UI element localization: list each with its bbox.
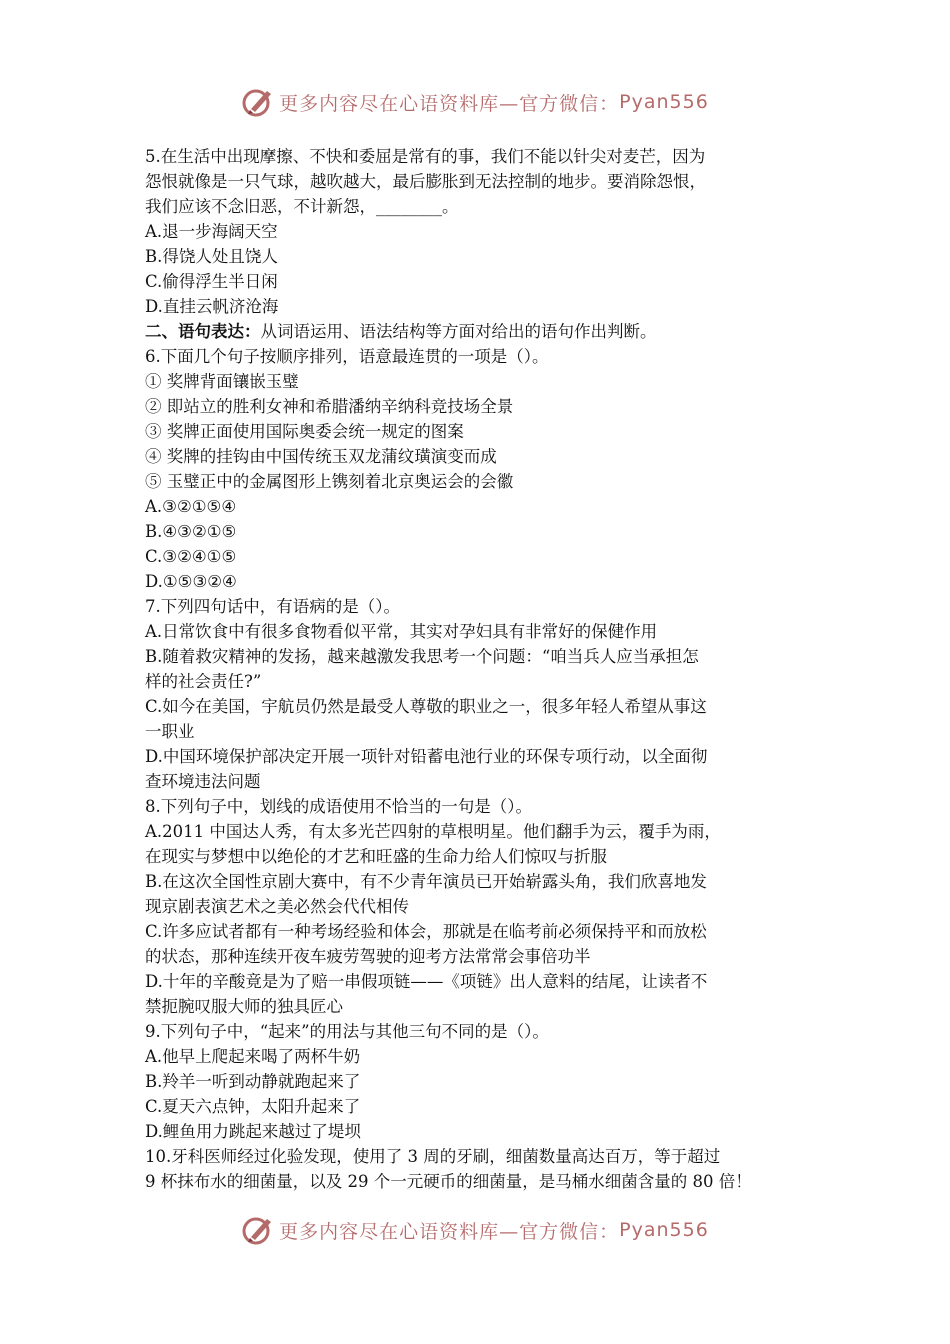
q9-option: D.鲤鱼用力跳起来越过了堤坝 bbox=[145, 1122, 361, 1141]
section-description: 从词语运用、语法结构等方面对给出的语句作出判断。 bbox=[260, 322, 657, 341]
footer-text: 更多内容尽在心语资料库—官方微信： bbox=[279, 1220, 620, 1243]
pen-logo-icon bbox=[241, 1213, 275, 1247]
q8-line: 现京剧表演艺术之美必然会代代相传 bbox=[145, 897, 409, 916]
q6-stem: 6.下面几个句子按顺序排列，语意最连贯的一项是（）。 bbox=[145, 347, 549, 366]
q5-option: A.退一步海阔天空 bbox=[145, 222, 278, 241]
q6-item: ④ 奖牌的挂钩由中国传统玉双龙蒲纹璜演变而成 bbox=[145, 447, 497, 466]
q8-line: A.2011 中国达人秀，有太多光芒四射的草根明星。他们翻手为云，覆手为雨， bbox=[145, 822, 721, 841]
q8-line: C.许多应试者都有一种考场经验和体会，那就是在临考前必须保持平和而放松 bbox=[145, 922, 707, 941]
q5-line: 5.在生活中出现摩擦、不快和委屈是常有的事，我们不能以针尖对麦芒，因为 bbox=[145, 147, 706, 166]
q5-option: D.直挂云帆济沧海 bbox=[145, 297, 279, 316]
q8-line: B.在这次全国性京剧大赛中，有不少青年演员已开始崭露头角，我们欣喜地发 bbox=[145, 872, 707, 891]
q6-option: B.④③②①⑤ bbox=[145, 522, 237, 541]
header-wechat-id: Pyan556 bbox=[619, 91, 709, 113]
header-text: 更多内容尽在心语资料库—官方微信： bbox=[279, 92, 620, 115]
q5-line: 我们应该不念旧恶，不计新怨，________。 bbox=[145, 197, 459, 216]
q7-line: 样的社会责任?” bbox=[145, 672, 262, 691]
q6-item: ② 即站立的胜利女神和希腊潘纳辛纳科竞技场全景 bbox=[145, 397, 514, 416]
q7-line: 一职业 bbox=[145, 722, 195, 741]
document-body bbox=[145, 144, 815, 1194]
q7-line: D.中国环境保护部决定开展一项针对铅蓄电池行业的环保专项行动，以全面彻 bbox=[145, 747, 708, 766]
q7-line: C.如今在美国，宇航员仍然是最受人尊敬的职业之一，很多年轻人希望从事这 bbox=[145, 697, 707, 716]
footer-banner bbox=[0, 1210, 950, 1250]
q9-option: A.他早上爬起来喝了两杯牛奶 bbox=[145, 1047, 361, 1066]
q10-line: 10.牙科医师经过化验发现，使用了 3 周的牙刷，细菌数量高达百万，等于超过 bbox=[145, 1147, 721, 1166]
q8-line: D.十年的辛酸竟是为了赔一串假项链——《项链》出人意料的结尾，让读者不 bbox=[145, 972, 708, 991]
q5-option: C.偷得浮生半日闲 bbox=[145, 272, 278, 291]
section-title: 二、语句表达： bbox=[145, 322, 261, 341]
q6-option: D.①⑤③②④ bbox=[145, 572, 237, 591]
q7-line: A.日常饮食中有很多食物看似平常，其实对孕妇具有非常好的保健作用 bbox=[145, 622, 658, 641]
q6-item: ⑤ 玉璧正中的金属图形上镌刻着北京奥运会的会徽 bbox=[145, 472, 514, 491]
q7-line: B.随着救灾精神的发扬，越来越激发我思考一个问题：“咱当兵人应当承担怎 bbox=[145, 647, 699, 666]
q6-item: ③ 奖牌正面使用国际奥委会统一规定的图案 bbox=[145, 422, 464, 441]
q6-item: ① 奖牌背面镶嵌玉璧 bbox=[145, 372, 299, 391]
q5-option: B.得饶人处且饶人 bbox=[145, 247, 278, 266]
q9-option: B.羚羊一听到动静就跑起来了 bbox=[145, 1072, 361, 1091]
q9-option: C.夏天六点钟，太阳升起来了 bbox=[145, 1097, 361, 1116]
section-heading bbox=[145, 319, 815, 344]
q8-line: 在现实与梦想中以绝伦的才艺和旺盛的生命力给人们惊叹与折服 bbox=[145, 847, 607, 866]
q7-line: 查环境违法问题 bbox=[145, 772, 261, 791]
q8-line: 的状态，那种连续开夜车疲劳驾驶的迎考方法常常会事倍功半 bbox=[145, 947, 591, 966]
q5-line: 怨恨就像是一只气球，越吹越大，最后膨胀到无法控制的地步。要消除怨恨， bbox=[145, 172, 706, 191]
q8-line: 禁扼腕叹服大师的独具匠心 bbox=[145, 997, 343, 1016]
q8-stem: 8.下列句子中，划线的成语使用不恰当的一句是（）。 bbox=[145, 797, 532, 816]
q10-line: 9 杯抹布水的细菌量，以及 29 个一元硬币的细菌量，是马桶水细菌含量的 80 倍！ bbox=[145, 1172, 752, 1191]
pen-logo-icon bbox=[241, 85, 275, 119]
q6-option: C.③②④①⑤ bbox=[145, 547, 237, 566]
header-banner bbox=[0, 82, 950, 122]
q6-option: A.③②①⑤④ bbox=[145, 497, 237, 516]
footer-wechat-id: Pyan556 bbox=[619, 1219, 709, 1241]
q7-stem: 7.下列四句话中，有语病的是（）。 bbox=[145, 597, 400, 616]
q9-stem: 9.下列句子中，“起来”的用法与其他三句不同的是（）。 bbox=[145, 1022, 549, 1041]
